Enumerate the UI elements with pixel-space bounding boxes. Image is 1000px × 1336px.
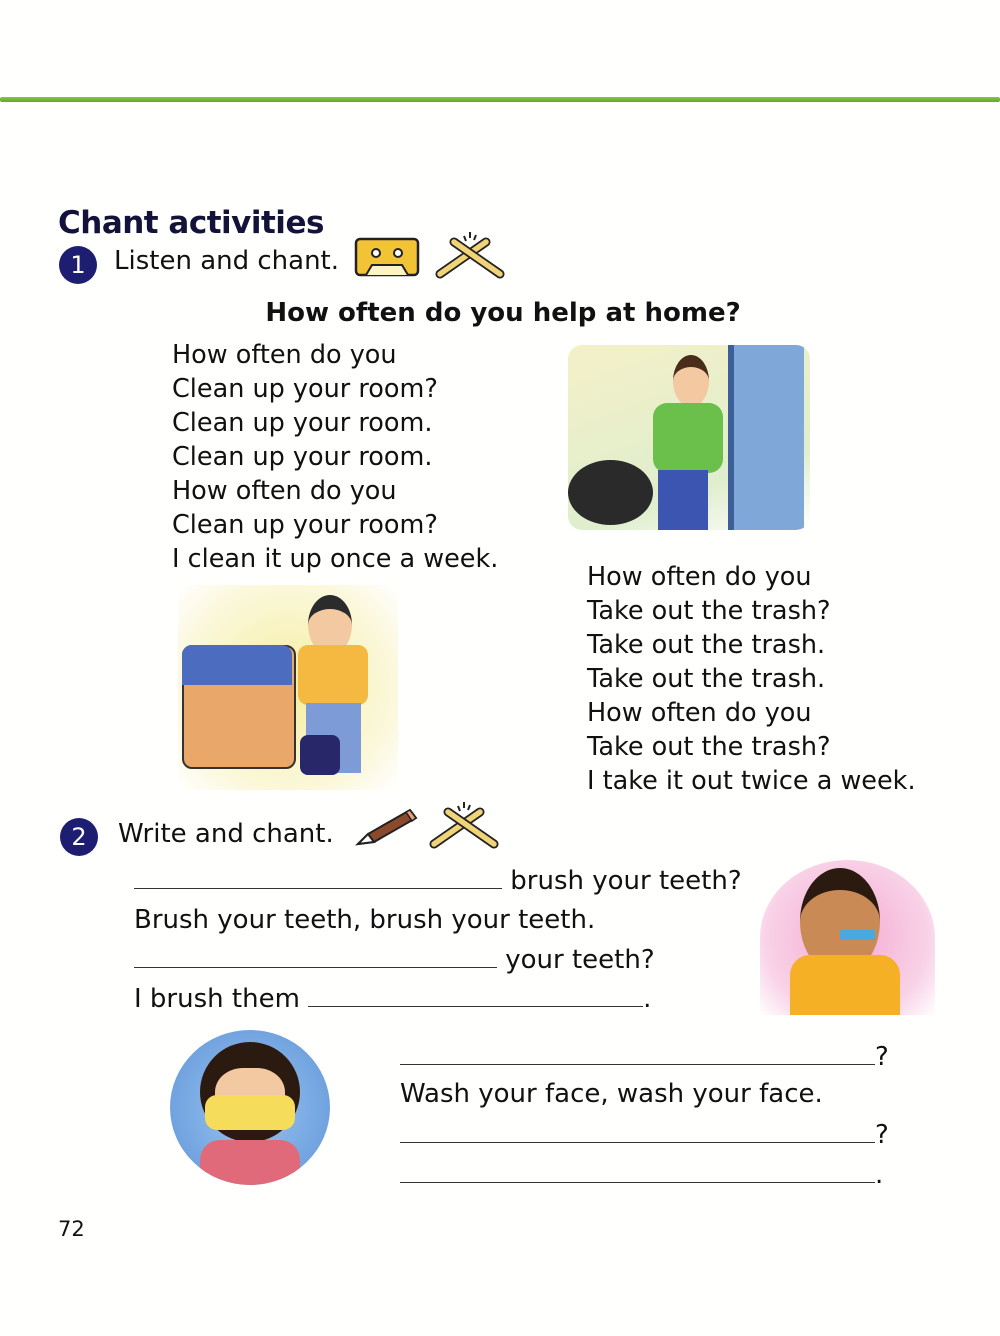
answer-blank[interactable] xyxy=(308,1004,643,1007)
verse-line: How often do you xyxy=(172,340,397,370)
chant-sticks-icon xyxy=(434,230,508,280)
chant-line-1 xyxy=(134,866,742,896)
verse-clean-room xyxy=(172,338,498,576)
verse-line: Clean up your room. xyxy=(172,442,433,472)
chant-line-2: Brush your teeth, brush your teeth. xyxy=(134,905,596,935)
line-text: your teeth? xyxy=(505,945,655,975)
chant2-line-3 xyxy=(400,1120,889,1150)
section-heading: Chant activities xyxy=(58,205,324,241)
header-rule xyxy=(0,97,1000,102)
boy-taking-out-trash-illustration xyxy=(568,345,810,530)
answer-blank[interactable] xyxy=(134,965,497,968)
line-punct: ? xyxy=(875,1120,889,1150)
answer-blank[interactable] xyxy=(400,1180,875,1183)
line-punct: . xyxy=(643,984,652,1014)
step-badge-2: 2 xyxy=(60,818,98,856)
line-text: brush your teeth? xyxy=(510,866,742,896)
verse-line: Take out the trash? xyxy=(587,596,831,626)
verse-line: How often do you xyxy=(587,562,812,592)
step-badge-1: 1 xyxy=(59,246,97,284)
girl-vacuuming-illustration xyxy=(178,585,398,790)
page-number: 72 xyxy=(58,1217,85,1241)
verse-line: Take out the trash. xyxy=(587,630,826,660)
verse-line: Take out the trash? xyxy=(587,732,831,762)
girl-washing-face-illustration xyxy=(170,1030,330,1185)
chant2-line-4 xyxy=(400,1160,883,1190)
chant-line-3 xyxy=(134,945,655,975)
pencil-icon xyxy=(354,806,420,848)
chant2-line-2: Wash your face, wash your face. xyxy=(400,1079,823,1109)
instruction-write: Write and chant. xyxy=(118,819,334,849)
verse-take-out-trash xyxy=(587,560,916,798)
verse-line: Clean up your room. xyxy=(172,408,433,438)
chant-title: How often do you help at home? xyxy=(265,298,741,328)
chant2-line-1 xyxy=(400,1042,889,1072)
answer-blank[interactable] xyxy=(400,1062,875,1065)
verse-line: Take out the trash. xyxy=(587,664,826,694)
boy-brushing-teeth-illustration xyxy=(760,860,935,1015)
verse-line: Clean up your room? xyxy=(172,374,438,404)
answer-blank[interactable] xyxy=(134,886,502,889)
chant-sticks-icon xyxy=(428,800,502,850)
cassette-icon xyxy=(354,237,420,277)
line-punct: . xyxy=(875,1160,884,1190)
line-text: I brush them xyxy=(134,984,300,1014)
chant-line-4 xyxy=(134,984,651,1014)
verse-line: How often do you xyxy=(172,476,397,506)
verse-line: I take it out twice a week. xyxy=(587,766,916,796)
verse-line: I clean it up once a week. xyxy=(172,544,499,574)
verse-line: How often do you xyxy=(587,698,812,728)
instruction-listen: Listen and chant. xyxy=(114,246,340,276)
verse-line: Clean up your room? xyxy=(172,510,438,540)
answer-blank[interactable] xyxy=(400,1140,875,1143)
line-punct: ? xyxy=(875,1042,889,1072)
